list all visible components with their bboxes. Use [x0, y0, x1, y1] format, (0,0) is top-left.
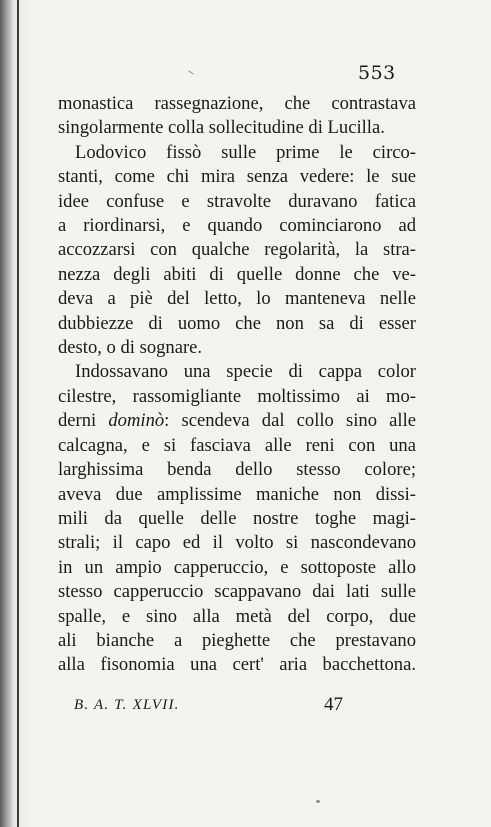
ink-speck [316, 800, 320, 803]
text-line: singolarmente colla sollecitudine di Lucilla. [58, 117, 385, 139]
page-number: 553 [358, 62, 396, 84]
body-text [58, 92, 416, 678]
binding-gutter [17, 0, 19, 827]
text-line: strali; il capo ed il volto si nascondevano [58, 532, 416, 554]
text-line: dubbiezze di uomo che non sa di esser [58, 312, 416, 334]
text-line: nezza degli abiti di quelle donne che ve- [58, 263, 416, 285]
text-line: idee confuse e stravolte duravano fatica [58, 190, 416, 212]
text-line: Lodovico fissò sulle prime le circo- [75, 141, 416, 163]
text-line: calcagna, e si fasciava alle reni con una [58, 434, 416, 456]
footer-sheet-number: 47 [324, 694, 343, 715]
text-line: mili da quelle delle nostre toghe magi- [58, 507, 416, 529]
text-line: derni dominò: scendeva dal collo sino alle [58, 410, 416, 432]
text-line: stanti, come chi mira senza vedere: le sue [58, 166, 416, 188]
text-line: a riordinarsi, e quando cominciarono ad [58, 215, 416, 237]
text-line: desto, o di sognare. [58, 337, 203, 359]
text-line: monastica rassegnazione, che contrastava [58, 93, 416, 114]
text-line: ali bianche a pieghette che prestavano [58, 629, 416, 651]
text-line: larghissima benda dello stesso colore; [58, 459, 416, 481]
footer-signature: B. A. T. XLVII. [74, 697, 180, 713]
text-line: spalle, e sino alla metà del corpo, due [58, 605, 416, 627]
text-line: accozzarsi con qualche regolarità, la stra- [58, 239, 416, 261]
text-line: Indossavano una specie di cappa color [75, 361, 416, 383]
text-line: stesso capperuccio scappavano dai lati sulle [58, 581, 416, 603]
text-line: in un ampio capperuccio, e sottoposte allo [58, 556, 416, 578]
text-line: cilestre, rassomigliante moltissimo ai mo- [58, 385, 416, 407]
ink-speck [188, 70, 193, 74]
text-line: deva a piè del letto, lo manteneva nelle [58, 288, 416, 310]
italic-word: dominò [108, 410, 165, 432]
text-line: alla fisonomia una cert' aria bacchettona. [58, 654, 416, 676]
text-line: aveva due amplissime maniche non dissi- [58, 483, 416, 505]
